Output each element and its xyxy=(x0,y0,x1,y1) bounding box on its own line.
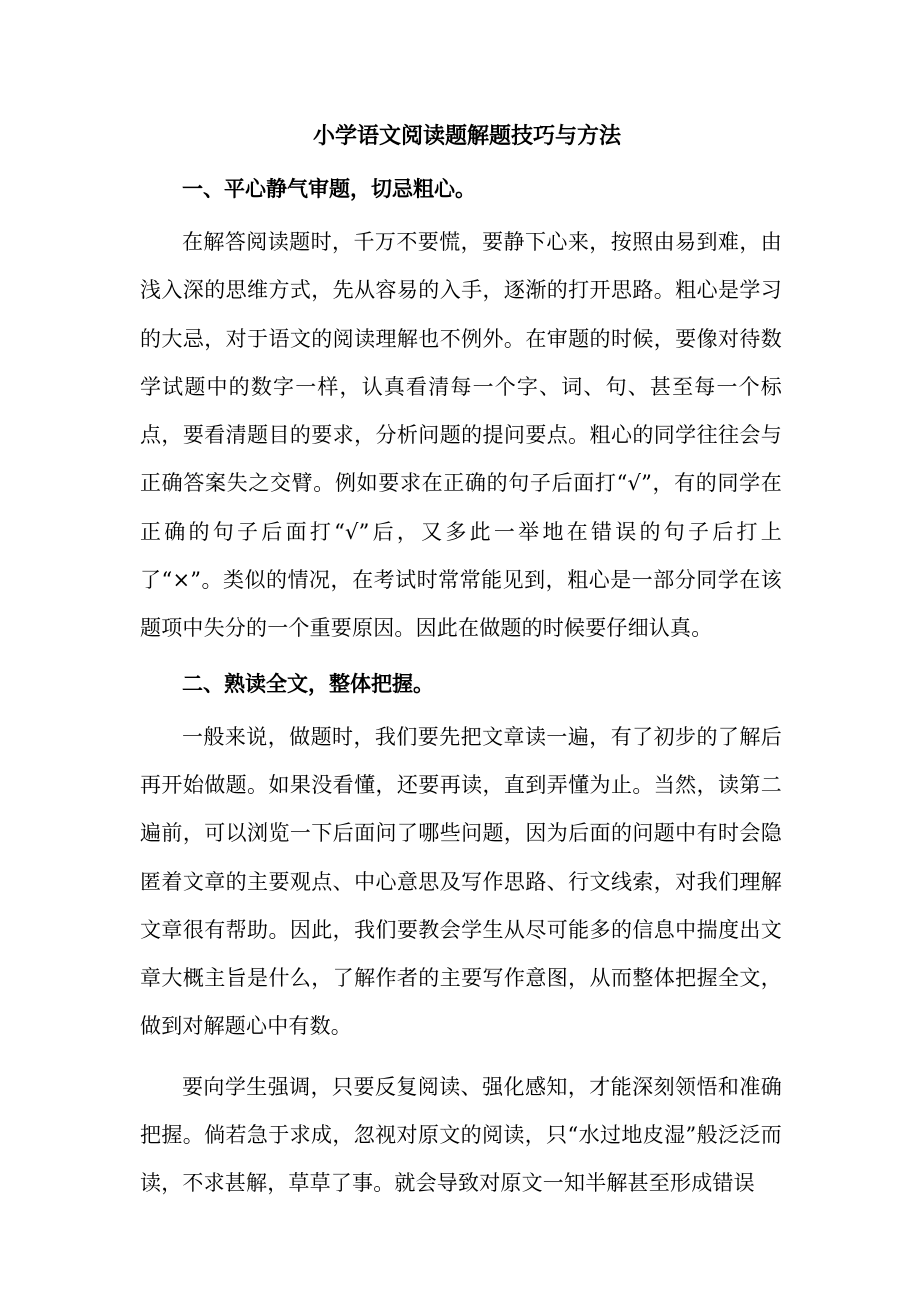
section-2-heading: 二、熟读全文，整体把握。 xyxy=(182,670,434,696)
document-title: 小学语文阅读题解题技巧与方法 xyxy=(312,123,621,149)
section-2-paragraph-2: 要向学生强调，只要反复阅读、强化感知，才能深刻领悟和准确把握。倘若急于求成，忽视对原文的阅读，只“水过地皮湿”般泛泛而读，不求甚解，草草了事。就会导致对原文一知半解甚至形成错误 xyxy=(140,1074,782,1196)
document-page xyxy=(140,118,782,1220)
section-2-paragraph-1: 一般来说，做题时，我们要先把文章读一遍，有了初步的了解后再开始做题。如果没看懂，还要再读，直到弄懂为止。当然，读第二遍前，可以浏览一下后面问了哪些问题，因为后面的问题中有时会隐匿着文章的主要观点、中心意思及写作思路、行文线索，对我们理解文章很有帮助。因此，我们要教会学生从尽可能多的信息中揣度出文章大概主旨是什么，了解作者的主要写作意图，从而整体把握全文，做到对解题心中有数。 xyxy=(140,724,782,1039)
section-1-paragraph-1: 在解答阅读题时，千万不要慌，要静下心来，按照由易到难，由浅入深的思维方式，先从容易的入手，逐渐的打开思路。粗心是学习的大忌，对于语文的阅读理解也不例外。在审题的时候，要像对待数学试题中的数字一样，认真看清每一个字、词、句、甚至每一个标点，要看清题目的要求，分析问题的提问要点。粗心的同学往往会与正确答案失之交臂。例如要求在正确的句子后面打“√”，有的同学在正确的句子后面打“√”后，又多此一举地在错误的句子后打上了“×”。类似的情况，在考试时常常能见到，粗心是一部分同学在该题项中失分的一个重要原因。因此在做题的时候要仔细认真。 xyxy=(140,230,782,641)
section-1-heading: 一、平心静气审题，切忌粗心。 xyxy=(182,176,476,201)
